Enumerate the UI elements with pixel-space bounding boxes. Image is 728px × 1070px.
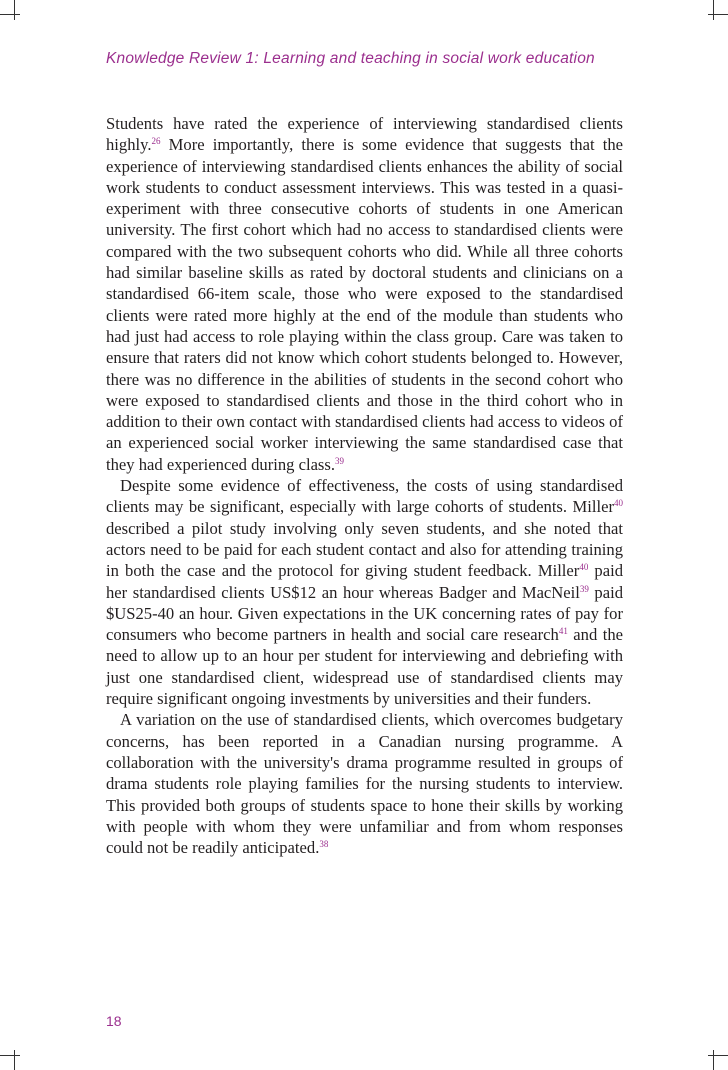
citation-ref: 40 bbox=[579, 562, 589, 573]
text-run: More importantly, there is some evidence that suggests that the experience of interviewing standardised clients enhances the ability of social work students to conduct assessment interviews. This was tested in a quasi-experiment with three consecutive cohorts of students in one American university. The first cohort which had no access to standardised clients were compared with the two subsequent cohorts who did. While all three cohorts had similar baseline skills as rated by doctoral students and clinicians on a standardised 66-item scale, those who were exposed to the standardised clients were rated more highly at the end of the module than students who had just had access to role playing within the class group. Care was taken to ensure that raters did not know which cohort students belonged to. However, there was no difference in the abilities of students in the second cohort who were exposed to standardised clients and those in the third cohort who in addition to their own contact with standardised clients had access to videos of an experienced social worker interviewing the same standardised case that they had experienced during class. bbox=[106, 135, 623, 474]
text-run: paid her standardised clients US$12 an hour whereas Badger and MacNeil bbox=[106, 561, 624, 602]
text-run: Students have rated the experience of interviewing standardised clients highly. bbox=[106, 114, 623, 155]
running-header: Knowledge Review 1: Learning and teaching in social work education bbox=[106, 50, 595, 67]
text-run: A variation on the use of standardised clients, which overcomes budgetary concerns, has been reported in a Canadian nursing programme. A collaboration with the university's drama programme resulted in groups of drama students role playing families for the nursing students to interview. This provided both groups of students space to hone their skills by working with people with whom they were unfamiliar and from whom responses could not be readily anticipated. bbox=[106, 710, 623, 858]
crop-mark bbox=[713, 1050, 714, 1070]
crop-mark bbox=[0, 14, 20, 15]
crop-mark bbox=[0, 1055, 20, 1056]
citation-ref: 40 bbox=[614, 498, 623, 509]
text-run: and the need to allow up to an hour per student for interviewing and debriefing with just one standardised client, widespread use of standardised clients may require significant ongoing investments by universities and their funders. bbox=[106, 625, 623, 709]
crop-mark bbox=[14, 1050, 15, 1070]
text-run: described a pilot study involving only seven students, and she noted that actors need to be paid for each student contact and also for attending training in both the case and the protocol for giving student feedback. Miller bbox=[106, 518, 623, 581]
crop-mark bbox=[708, 1055, 728, 1056]
crop-mark bbox=[708, 14, 728, 15]
paragraph bbox=[106, 475, 623, 709]
citation-ref: 39 bbox=[335, 455, 344, 466]
citation-ref: 39 bbox=[579, 583, 589, 594]
citation-ref: 26 bbox=[151, 136, 161, 147]
citation-ref: 38 bbox=[319, 839, 329, 850]
citation-ref: 41 bbox=[558, 626, 568, 637]
crop-mark bbox=[713, 0, 714, 20]
crop-mark bbox=[14, 0, 15, 20]
paragraph bbox=[106, 113, 623, 475]
body-text bbox=[106, 113, 623, 858]
page-number: 18 bbox=[106, 1013, 122, 1029]
text-run: Despite some evidence of effectiveness, the costs of using standardised clients may be significant, especially with large cohorts of students. Miller bbox=[106, 476, 623, 517]
text-run: paid $US25-40 an hour. Given expectations in the UK concerning rates of pay for consumers who become partners in health and social care research bbox=[106, 582, 623, 645]
paragraph bbox=[106, 709, 623, 858]
